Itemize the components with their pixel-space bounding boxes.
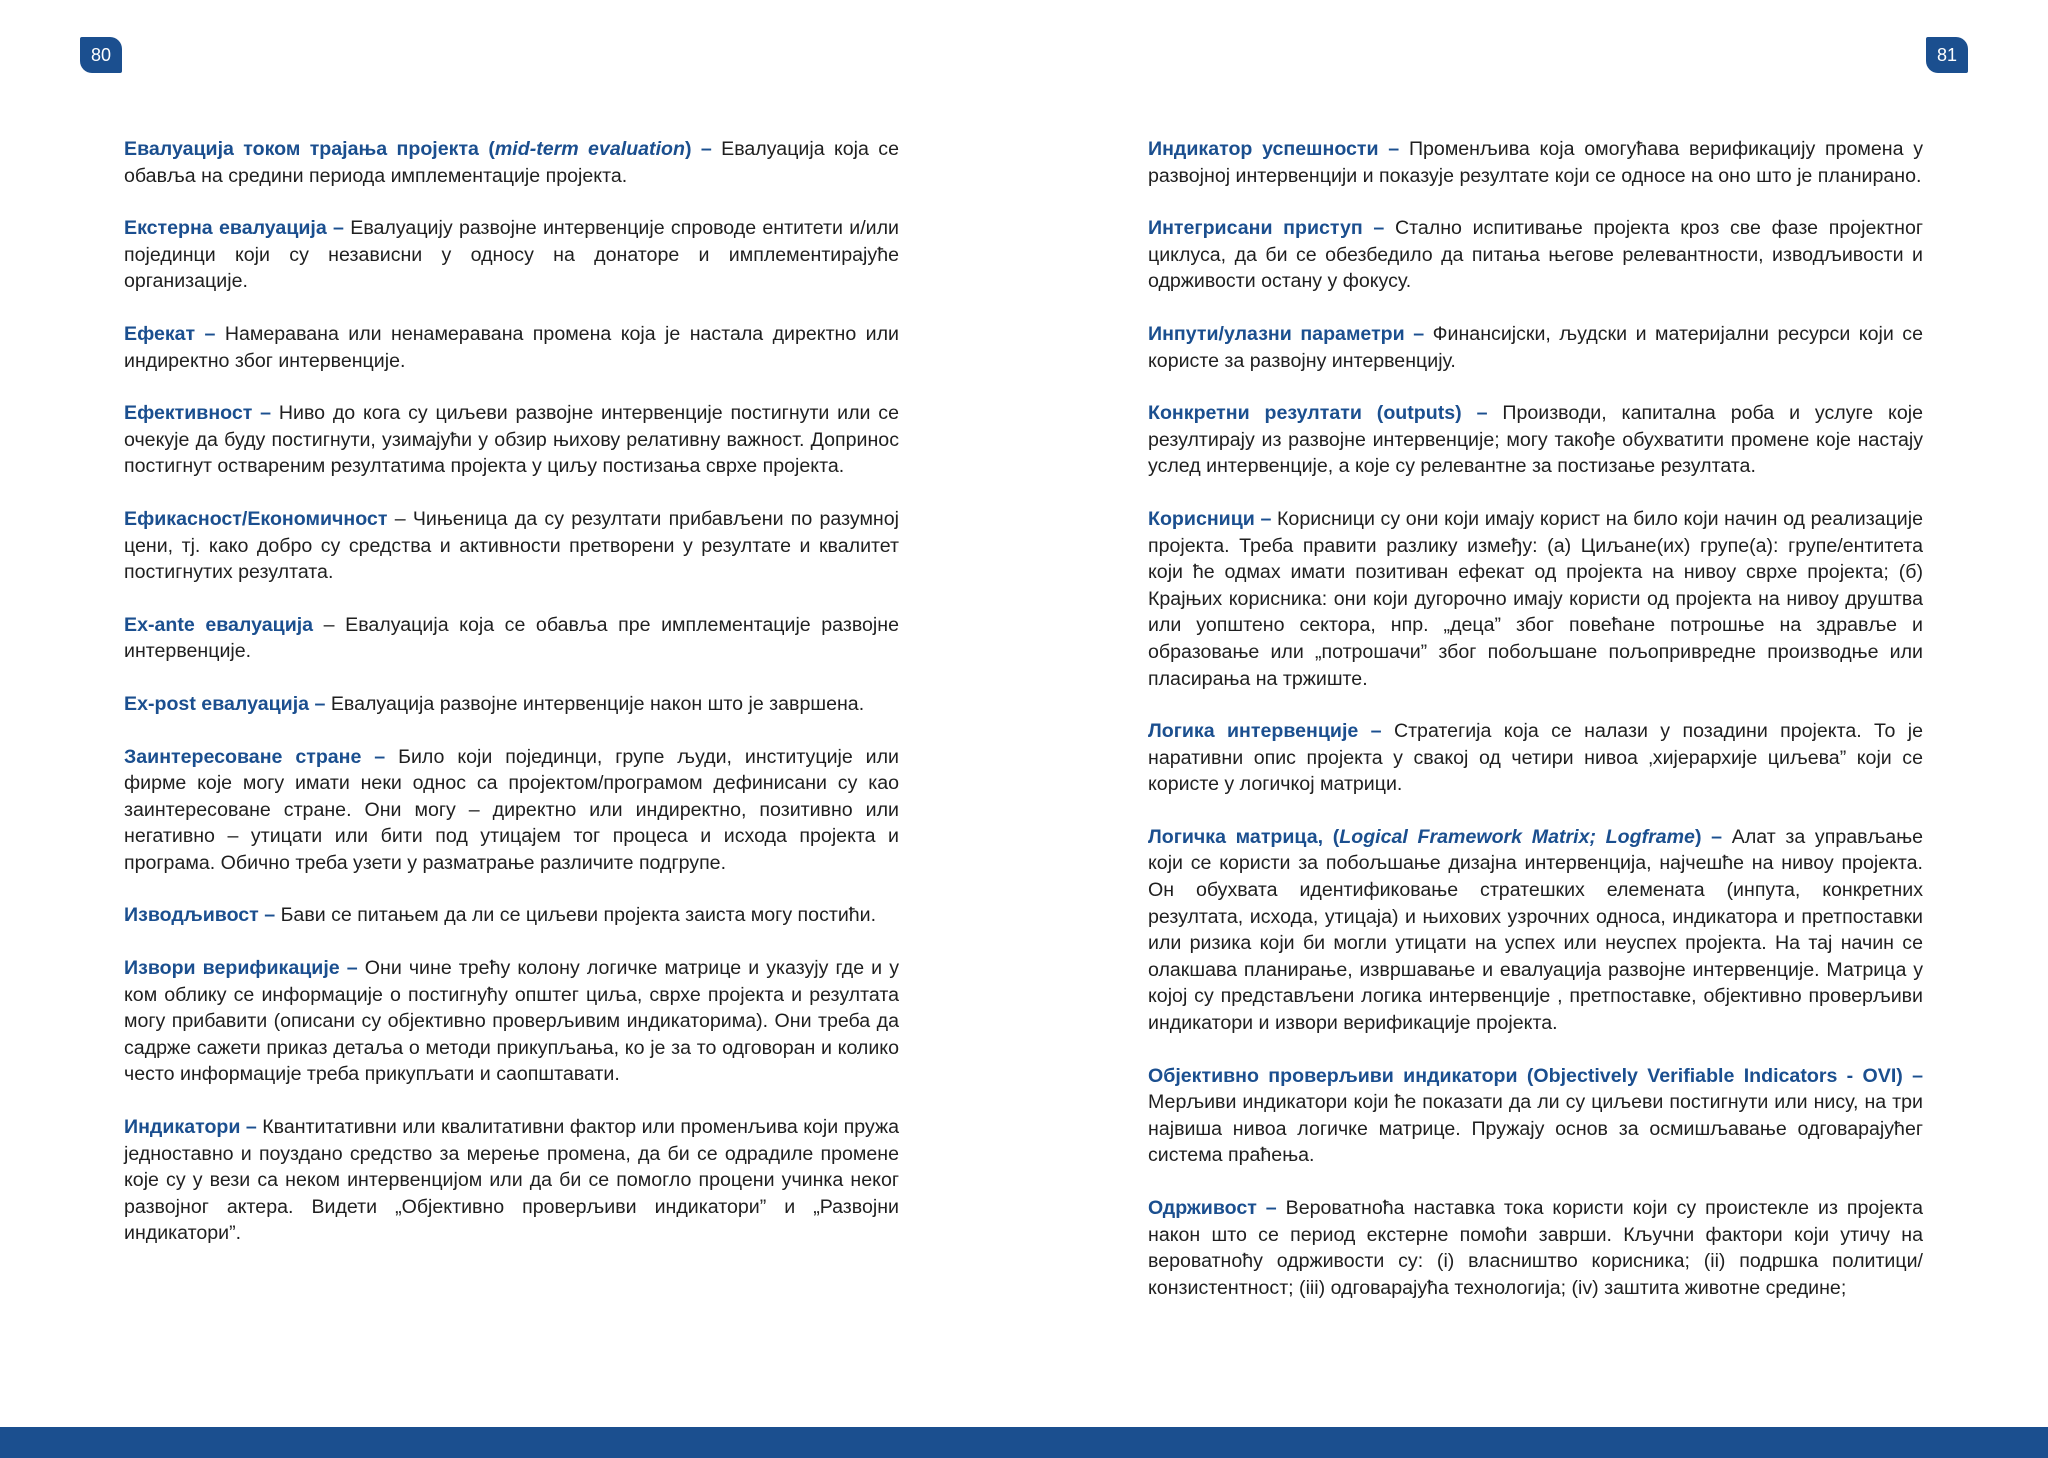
glossary-entry [124,902,899,929]
glossary-definition: Ниво до кога су циљеви развојне интервенције постигнути или се очекује да буду постигнути, узимајући у обзир њихову релативну важност. Допринос постигнут оствареним резултатима пројекта у циљу постизања сврхе пројекта. [124,402,899,478]
glossary-definition: – Чињеница да су резултати прибављени по разумној цени, тј. како добро су средства и активности претворени у резултате и квалитет постигнутих резултата. [124,507,899,584]
italic-text: mid-term evaluation [494,138,685,160]
glossary-entry [124,215,899,295]
glossary-term: ) – [684,138,722,160]
glossary-term: Индикатори – [124,1116,263,1139]
glossary-entry [1148,215,1923,295]
glossary-term: Ефикасност/Економичност [124,507,388,530]
glossary-entry [124,136,899,189]
glossary-term: Логика интервенције – [1148,720,1394,743]
glossary-term: Инпути/улазни параметри – [1148,322,1433,345]
glossary-entry [1148,506,1923,692]
glossary-definition: Променљива која омогућава верификацију промена у развојној интервенцији и показује резултате који се односе на оно што је планирано. [1148,138,1923,187]
glossary-entry [1148,718,1923,798]
glossary-term-italic [495,138,685,160]
glossary-definition: Мерљиви индикатори који ће показати да ли су циљеви постигнути или нису, на три највиша нивоа логичке матрице. Пружају основ за осмишљавање одговарајућег система праћења. [1148,1091,1923,1167]
glossary-term: Ефективност – [124,402,279,425]
glossary-definition: Алат за управљање који се користи за побољшање дизајна интервенција, најчешће на нивоу пројекта. Он обухвата идентификовање стратешких елемената (инпута, конкретних резултата, исхода, утицаја) и њихових узрочних односа, индикатора и претпоставки или ризика који би могли утицати на успех или неуспех пројекта. На тај начин се олакшава планирање, извршавање и евалуација развојне интервенције. Матрица у којој су представљени логика интервенције , претпоставке, објективно проверљиви индикатори и извори верификације пројекта. [1148,825,1924,1035]
glossary-entry [1148,321,1923,374]
glossary-definition: Они чине трећу колону логичке матрице и указују где и у ком облику се информације о постигнућу општег циља, сврхе пројекта и резултата могу прибавити (описани су објективно проверљивим индикаторима). Они треба да садрже сажети приказ детаља о методи прикупљања, ко је за то одговоран и колико често информације треба прикупљати и саопштавати. [124,957,900,1086]
glossary-term: Индикатор успешности – [1148,138,1409,160]
glossary-term: Заинтересоване стране – [124,745,399,768]
glossary-entry [124,612,899,665]
glossary-entry [124,506,899,586]
glossary-definition: Евалуацију развојне интервенције спроводе ентитети и/или појединци који су независни у односу на донаторе и имплементирајуће организације. [124,217,899,293]
glossary-definition: Било који појединци, групе људи, институције или фирме које могу имати неки однос са пројектом/програмом дефинисани су као заинтересоване стране. Они могу – директно или индиректно, позитивно или негативно – утицати или бити под утицајем тог процеса и исхода пројекта и програма. Обично треба узети у разматрање различите подгрупе. [124,745,899,874]
glossary-definition: Производи, капитална роба и услуге које резултирају из развојне интервенције; могу такође обухватити промене које настају услед интервенције, а које су релевантне за постизање резултата. [1148,402,1923,478]
glossary-column-left [124,136,899,1273]
glossary-column-right [1148,136,1923,1327]
glossary-entry [1148,1063,1923,1169]
glossary-term-italic [1339,826,1695,848]
glossary-definition: Квантитативни или квалитативни фактор или променљива који пружа једноставно и поуздано средство за мерење промена, да би се одрадиле промене које су у вези са неком интервенцијом или да би се помогло процени учинка неког развојног актера. Видети „Објективно проверљиви индикатори” и „Развојни индикатори”. [124,1116,899,1245]
glossary-definition: Евалуација која се обавља на средини периода имплементације пројекта. [124,138,899,187]
glossary-definition: Вероватноћа наставка тока користи који су проистекле из пројекта након што се период екстерне помоћи заврши. Кључни фактори који утичу на вероватноћу одрживости су: (i) власништво корисника; (ii) подршка политици/ конзистентност; (iii) одговарајућа технологија; (iv) заштита животне средине; [1148,1197,1923,1299]
page-number-left: 80 [80,37,122,73]
italic-text: Logical Framework Matrix; Logframe [1339,825,1695,848]
glossary-term: Објективно проверљиви индикатори (Objectively Verifiable Indicators - OVI) – [1148,1064,1923,1087]
glossary-definition: Стратегија која се налази у позадини пројекта. То је наративни опис пројекта у свакој од четири нивоа ‚хијерархије циљева” који се користе у логичкој матрици. [1148,720,1924,796]
glossary-term: Ефекат – [124,322,225,345]
footer-bar [0,1427,2048,1458]
glossary-term: Корисници – [1148,507,1278,530]
glossary-entry [124,955,899,1088]
glossary-term: Екстерна евалуација – [124,217,351,240]
glossary-term: Изводљивост – [124,904,281,927]
glossary-term: Извори верификације – [124,957,365,980]
glossary-definition: Финансијски, људски и материјални ресурси који се користе за развојну интервенцију. [1148,322,1923,372]
glossary-term: Одрживост – [1148,1197,1286,1219]
glossary-entry [124,1114,899,1247]
glossary-definition: Евалуација развојне интервенције након што је завршена. [330,692,865,715]
glossary-term: Ex-ante евалуација [124,613,314,636]
glossary-entry [1148,824,1923,1037]
glossary-term: ) – [1694,825,1732,848]
glossary-entry [124,321,899,374]
glossary-term: Ex-post евалуација – [124,692,331,715]
glossary-term: Евалуација током трајања пројекта ( [124,138,495,160]
glossary-definition: Намеравана или ненамеравана промена која је настала директно или индиректно због интервенције. [124,322,899,372]
glossary-entry [124,691,899,718]
glossary-term: Интегрисани приступ – [1148,217,1395,240]
glossary-definition: – Евалуација која се обавља пре имплементације развојне интервенције. [124,613,899,663]
glossary-entry [124,744,899,877]
glossary-definition: Корисници су они који имају корист на било који начин од реализације пројекта. Треба правити разлику између: (а) Циљане(их) групе(а): групе/ентитета који ће одмах имати позитиван ефекат од пројекта на нивоу сврхе пројекта; (б) Крајњих корисника: они који дугорочно имају користи од пројекта на нивоу друштва или уопштено сектора, нпр. „деца” због повећане потрошње на здравље и образовање или „потрошачи” због побољшане пољопривредне производње или пласирања на тржиште. [1148,507,1924,690]
glossary-term: Логичка матрица, ( [1148,825,1340,848]
glossary-entry [1148,400,1923,480]
glossary-definition: Бави се питањем да ли се циљеви пројекта заиста могу постићи. [280,904,877,927]
glossary-entry [1148,1195,1923,1301]
page-number-right: 81 [1926,37,1968,73]
glossary-term: Конкретни резултати (outputs) – [1148,402,1503,425]
glossary-entry [1148,136,1923,189]
glossary-entry [124,400,899,480]
glossary-definition: Стално испитивање пројекта кроз све фазе пројектног циклуса, да би се обезбедило да питања његове релевантности, изводљивости и одрживости остану у фокусу. [1148,217,1923,293]
